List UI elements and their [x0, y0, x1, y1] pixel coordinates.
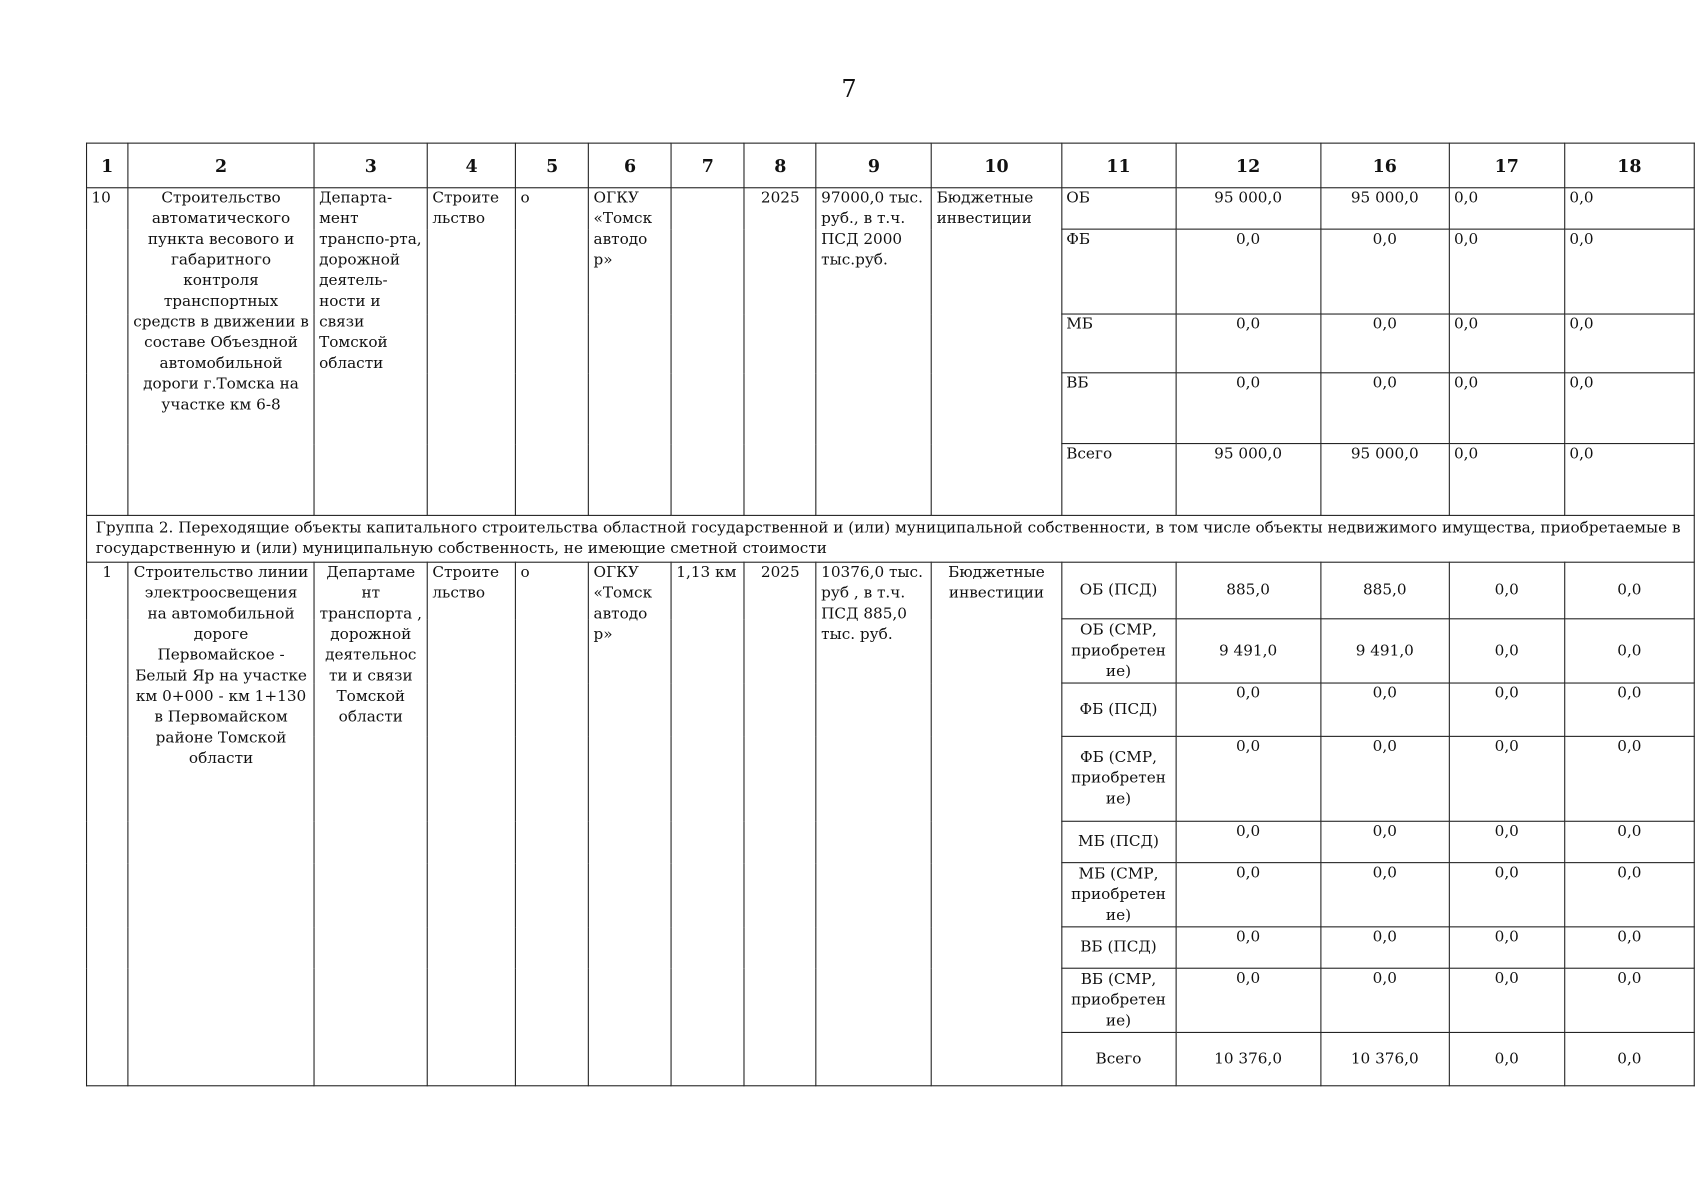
header-cell: 6 [589, 143, 672, 188]
value-c18: 0,0 [1564, 444, 1694, 516]
value-c16: 0,0 [1321, 314, 1450, 373]
value-c16: 0,0 [1321, 229, 1450, 314]
value-c18: 0,0 [1564, 229, 1694, 314]
value-c12: 10 376,0 [1176, 1032, 1321, 1085]
value-c17: 0,0 [1449, 863, 1564, 927]
funding-source: ФБ (ПСД) [1061, 683, 1175, 736]
value-c12: 0,0 [1176, 736, 1321, 821]
value-c17: 0,0 [1449, 821, 1564, 862]
header-cell: 4 [427, 143, 515, 188]
value-c12: 9 491,0 [1176, 619, 1321, 683]
page-number: 7 [841, 76, 857, 104]
value-c16: 0,0 [1321, 968, 1450, 1032]
table-row [87, 188, 1695, 229]
header-cell: 7 [671, 143, 744, 188]
value-c17: 0,0 [1449, 736, 1564, 821]
department: Департа-мент транспо-рта, дорожной деятель-ности и связи Томской области [314, 188, 427, 516]
value-c17: 0,0 [1449, 562, 1564, 619]
value-c18: 0,0 [1564, 1032, 1694, 1085]
value-c16: 95 000,0 [1321, 188, 1450, 229]
funding-source: МБ (ПСД) [1061, 821, 1175, 862]
value-c18: 0,0 [1564, 927, 1694, 968]
estimated-cost: 10376,0 тыс. руб , в т.ч. ПСД 885,0 тыс. руб. [816, 562, 931, 1086]
value-c16: 0,0 [1321, 736, 1450, 821]
header-cell: 18 [1564, 143, 1694, 188]
customer: ОГКУ «Томск автодо р» [589, 188, 672, 516]
value-c16: 0,0 [1321, 927, 1450, 968]
value-c17: 0,0 [1449, 968, 1564, 1032]
value-c16: 0,0 [1321, 683, 1450, 736]
funding-source: Всего [1061, 1032, 1175, 1085]
value-c18: 0,0 [1564, 562, 1694, 619]
year: 2025 [744, 562, 816, 1086]
value-c18: 0,0 [1564, 188, 1694, 229]
funding-source: ОБ (СМР, приобретен ие) [1061, 619, 1175, 683]
value-c16: 0,0 [1321, 863, 1450, 927]
group-title: Группа 2. Переходящие объекты капитального строительства областной государственной и (или) муниципальной собственности, в том числе объекты недвижимого имущества, приобретаемые в государственную и (или) муниципальную собственность, не имеющие сметной стоимости [87, 515, 1695, 562]
value-c12: 885,0 [1176, 562, 1321, 619]
header-cell: 10 [932, 143, 1062, 188]
year: 2025 [744, 188, 816, 516]
value-c12: 0,0 [1176, 821, 1321, 862]
value-c16: 9 491,0 [1321, 619, 1450, 683]
column-number-header [87, 143, 1695, 188]
value-c12: 0,0 [1176, 968, 1321, 1032]
header-cell: 5 [516, 143, 589, 188]
header-cell: 1 [87, 143, 128, 188]
customer: ОГКУ «Томск автодо р» [589, 562, 672, 1086]
value-c16: 95 000,0 [1321, 444, 1450, 516]
investment-table [86, 143, 1695, 1087]
value-c17: 0,0 [1449, 444, 1564, 516]
funding-source: МБ (СМР, приобретен ие) [1061, 863, 1175, 927]
value-c12: 0,0 [1176, 229, 1321, 314]
value-c17: 0,0 [1449, 188, 1564, 229]
object-name: Строительство автоматического пункта весового и габаритного контроля транспортных средств в движении в составе Объездной автомобильной дороги г.Томска на участке км 6-8 [128, 188, 314, 516]
value-c18: 0,0 [1564, 314, 1694, 373]
funding-source: ВБ [1061, 373, 1175, 444]
department: Департаме нт транспорта , дорожной деятельнос ти и связи Томской области [314, 562, 427, 1086]
value-c17: 0,0 [1449, 314, 1564, 373]
header-cell: 11 [1061, 143, 1175, 188]
value-c18: 0,0 [1564, 373, 1694, 444]
value-c16: 10 376,0 [1321, 1032, 1450, 1085]
header-cell: 2 [128, 143, 314, 188]
funding-source: ОБ [1061, 188, 1175, 229]
value-c16: 0,0 [1321, 373, 1450, 444]
work-type: Строите льство [427, 562, 515, 1086]
header-cell: 8 [744, 143, 816, 188]
value-c17: 0,0 [1449, 373, 1564, 444]
value-c18: 0,0 [1564, 821, 1694, 862]
value-c12: 0,0 [1176, 314, 1321, 373]
value-c12: 0,0 [1176, 863, 1321, 927]
value-c17: 0,0 [1449, 927, 1564, 968]
value-c18: 0,0 [1564, 683, 1694, 736]
funding-source: Всего [1061, 444, 1175, 516]
work-type: Строите льство [427, 188, 515, 516]
capacity [671, 188, 744, 516]
value-c12: 0,0 [1176, 683, 1321, 736]
funding-source: ФБ (СМР, приобретен ие) [1061, 736, 1175, 821]
object-name: Строительство линии электроосвещения на автомобильной дороге Первомайское - Белый Яр на участке км 0+000 - км 1+130 в Первомайском районе Томской области [128, 562, 314, 1086]
col5-value: о [516, 562, 589, 1086]
estimated-cost: 97000,0 тыс. руб., в т.ч. ПСД 2000 тыс.руб. [816, 188, 931, 516]
value-c18: 0,0 [1564, 619, 1694, 683]
value-c12: 95 000,0 [1176, 444, 1321, 516]
funding-source: ОБ (ПСД) [1061, 562, 1175, 619]
value-c12: 0,0 [1176, 927, 1321, 968]
value-c18: 0,0 [1564, 863, 1694, 927]
col5-value: о [516, 188, 589, 516]
header-cell: 17 [1449, 143, 1564, 188]
value-c12: 0,0 [1176, 373, 1321, 444]
value-c17: 0,0 [1449, 683, 1564, 736]
funding-source: ВБ (ПСД) [1061, 927, 1175, 968]
value-c18: 0,0 [1564, 968, 1694, 1032]
row-number: 10 [87, 188, 128, 516]
value-c17: 0,0 [1449, 619, 1564, 683]
funding-source: МБ [1061, 314, 1175, 373]
value-c16: 885,0 [1321, 562, 1450, 619]
investment-form: Бюджетные инвестиции [932, 562, 1062, 1086]
row-number: 1 [87, 562, 128, 1086]
group-row [87, 515, 1695, 562]
value-c17: 0,0 [1449, 229, 1564, 314]
investment-form: Бюджетные инвестиции [932, 188, 1062, 516]
table-row [87, 562, 1695, 619]
header-cell: 12 [1176, 143, 1321, 188]
value-c12: 95 000,0 [1176, 188, 1321, 229]
funding-source: ФБ [1061, 229, 1175, 314]
header-cell: 9 [816, 143, 931, 188]
header-cell: 3 [314, 143, 427, 188]
value-c18: 0,0 [1564, 736, 1694, 821]
capacity: 1,13 км [671, 562, 744, 1086]
value-c16: 0,0 [1321, 821, 1450, 862]
header-cell: 16 [1321, 143, 1450, 188]
funding-source: ВБ (СМР, приобретен ие) [1061, 968, 1175, 1032]
value-c17: 0,0 [1449, 1032, 1564, 1085]
